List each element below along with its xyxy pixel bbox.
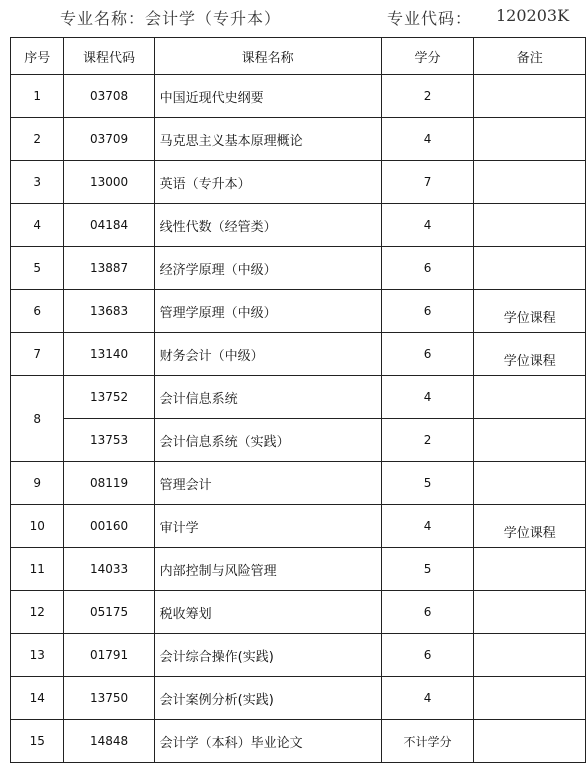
row-credit: 2 — [381, 75, 474, 118]
row-credit: 4 — [381, 204, 474, 247]
col-header-note: 备注 — [474, 38, 586, 75]
row-note: 学位课程 — [474, 290, 586, 333]
row-no: 15 — [11, 720, 64, 763]
major-code-value: 120203K — [496, 6, 570, 25]
row-code: 00160 — [64, 505, 154, 548]
row-code: 01791 — [64, 634, 154, 677]
row-no: 13 — [11, 634, 64, 677]
row-no: 14 — [11, 677, 64, 720]
row-credit: 6 — [381, 290, 474, 333]
row-credit: 4 — [381, 677, 474, 720]
row-no: 3 — [11, 161, 64, 204]
row-name: 税收筹划 — [154, 591, 381, 634]
table-row — [11, 247, 586, 290]
row-code: 14848 — [64, 720, 154, 763]
row-name: 管理会计 — [154, 462, 381, 505]
row-code: 04184 — [64, 204, 154, 247]
row-name: 会计信息系统 — [154, 376, 381, 419]
row-name: 财务会计（中级） — [154, 333, 381, 376]
row-name: 会计信息系统（实践） — [154, 419, 381, 462]
row-credit: 4 — [381, 505, 474, 548]
table-row — [11, 677, 586, 720]
row-note — [474, 75, 586, 118]
row-note — [474, 462, 586, 505]
row-code: 05175 — [64, 591, 154, 634]
row-code: 13887 — [64, 247, 154, 290]
row-name: 管理学原理（中级） — [154, 290, 381, 333]
table-row — [11, 290, 586, 333]
row-no: 5 — [11, 247, 64, 290]
row-note — [474, 204, 586, 247]
row-no: 10 — [11, 505, 64, 548]
row-code: 13683 — [64, 290, 154, 333]
row-code: 13000 — [64, 161, 154, 204]
table-row — [11, 462, 586, 505]
row-note: 学位课程 — [474, 333, 586, 376]
row-code: 13750 — [64, 677, 154, 720]
page-header — [0, 0, 586, 36]
row-no: 6 — [11, 290, 64, 333]
row-name: 审计学 — [154, 505, 381, 548]
row-note — [474, 634, 586, 677]
row-credit: 4 — [381, 376, 474, 419]
row-no: 2 — [11, 118, 64, 161]
row-note — [474, 118, 586, 161]
table-row — [11, 376, 586, 419]
row-note — [474, 376, 586, 419]
row-note — [474, 247, 586, 290]
row-no: 1 — [11, 75, 64, 118]
table-row — [11, 591, 586, 634]
row-no: 9 — [11, 462, 64, 505]
row-credit: 5 — [381, 548, 474, 591]
row-note — [474, 677, 586, 720]
row-note: 学位课程 — [474, 505, 586, 548]
table-row — [11, 204, 586, 247]
major-code-label: 专业代码： — [387, 9, 473, 28]
row-credit: 5 — [381, 462, 474, 505]
table-row — [11, 548, 586, 591]
row-no: 7 — [11, 333, 64, 376]
major-name: 专业名称：会计学（专升本） — [60, 9, 282, 28]
row-credit: 4 — [381, 118, 474, 161]
col-header-credit: 学分 — [381, 38, 474, 75]
col-header-name: 课程名称 — [154, 38, 381, 75]
table-row — [11, 505, 586, 548]
row-note — [474, 419, 586, 462]
row-credit: 6 — [381, 591, 474, 634]
row-code: 13753 — [64, 419, 154, 462]
row-note — [474, 161, 586, 204]
row-name: 经济学原理（中级） — [154, 247, 381, 290]
row-code: 03709 — [64, 118, 154, 161]
row-code: 13140 — [64, 333, 154, 376]
row-no: 4 — [11, 204, 64, 247]
table-row — [11, 75, 586, 118]
col-header-no: 序号 — [11, 38, 64, 75]
course-table — [10, 37, 586, 763]
row-note — [474, 720, 586, 763]
row-no: 8 — [11, 376, 64, 462]
row-credit: 不计学分 — [381, 720, 474, 763]
row-note — [474, 548, 586, 591]
table-row — [11, 634, 586, 677]
row-name: 内部控制与风险管理 — [154, 548, 381, 591]
row-name: 中国近现代史纲要 — [154, 75, 381, 118]
row-credit: 6 — [381, 247, 474, 290]
table-header-row — [11, 38, 586, 75]
row-name: 马克思主义基本原理概论 — [154, 118, 381, 161]
row-code: 14033 — [64, 548, 154, 591]
col-header-code: 课程代码 — [64, 38, 154, 75]
table-row — [11, 118, 586, 161]
table-row — [11, 333, 586, 376]
row-code: 03708 — [64, 75, 154, 118]
row-credit: 6 — [381, 333, 474, 376]
row-note — [474, 591, 586, 634]
row-no: 12 — [11, 591, 64, 634]
table-row — [11, 720, 586, 763]
row-name: 会计学（本科）毕业论文 — [154, 720, 381, 763]
row-credit: 6 — [381, 634, 474, 677]
row-name: 会计案例分析(实践) — [154, 677, 381, 720]
row-name: 会计综合操作(实践) — [154, 634, 381, 677]
row-name: 线性代数（经管类） — [154, 204, 381, 247]
row-code: 13752 — [64, 376, 154, 419]
row-credit: 7 — [381, 161, 474, 204]
row-credit: 2 — [381, 419, 474, 462]
row-no: 11 — [11, 548, 64, 591]
row-code: 08119 — [64, 462, 154, 505]
table-row — [11, 419, 586, 462]
row-name: 英语（专升本） — [154, 161, 381, 204]
table-row — [11, 161, 586, 204]
